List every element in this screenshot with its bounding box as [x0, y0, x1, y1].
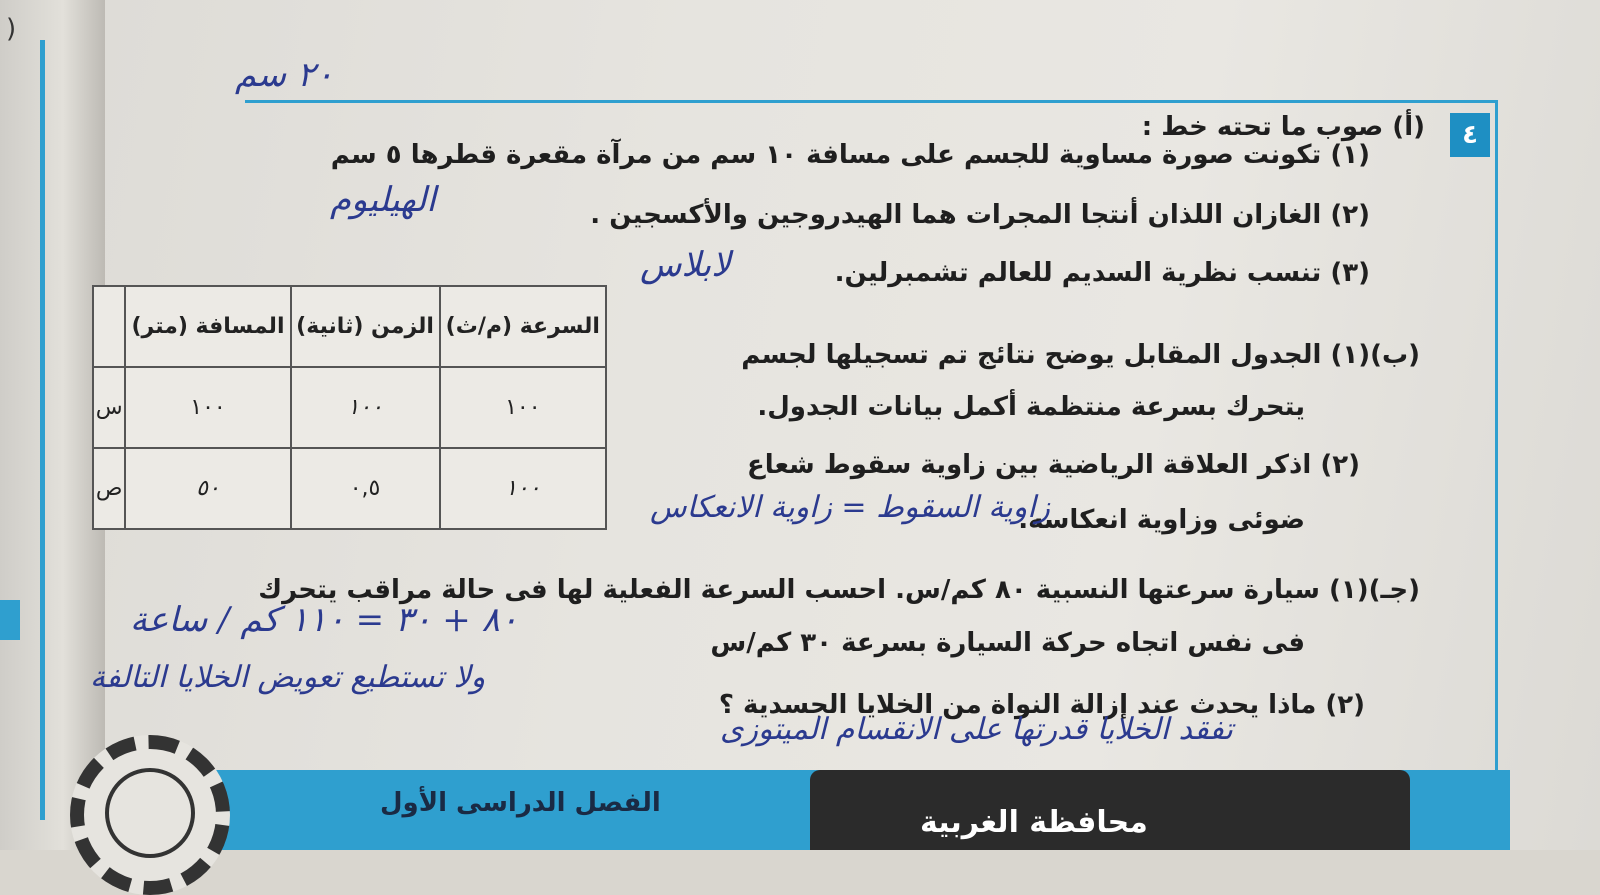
- gear-logo-inner: [105, 768, 195, 858]
- left-page-rule: [40, 40, 45, 820]
- part-a-item-1: (١) تكونت صورة مساوية للجسم على مسافة ١٠ سم من مرآة مقعرة قطرها ٥ سم: [330, 140, 1370, 170]
- footer-semester-label: الفصل الدراسى الأول: [380, 788, 661, 818]
- data-table: [92, 285, 607, 530]
- cell-speed: ١٠٠: [440, 367, 606, 448]
- cell-label: ص: [93, 448, 125, 529]
- handwritten-answer-reflection: زاوية السقوط = زاوية الانعكاس: [650, 490, 1051, 525]
- handwritten-answer-cells-2: تفقد الخلايا قدرتها على الانقسام الميتوزى: [720, 712, 1233, 747]
- part-b-item-2-line-1: (٢) اذكر العلاقة الرياضية بين زاوية سقوط شعاع: [746, 450, 1360, 480]
- cell-speed: ١٠٠: [440, 448, 606, 529]
- table-row: [93, 367, 606, 448]
- left-page-tab: [0, 600, 20, 640]
- table-header-speed: السرعة (م/ث): [440, 286, 606, 367]
- handwritten-correction-3: لابلاس: [640, 245, 731, 285]
- table-header-label: [93, 286, 125, 367]
- part-c-item-2: (٢) ماذا يحدث عند إزالة النواة من الخلايا الجسدية ؟: [718, 690, 1365, 720]
- page-edge-mark: ): [6, 14, 17, 44]
- handwritten-correction-2: الهيليوم: [330, 180, 436, 220]
- left-page-edge: [0, 0, 105, 850]
- part-c-item-1-line-2: فى نفس اتجاه حركة السيارة بسرعة ٣٠ كم/س: [710, 628, 1305, 658]
- cell-distance: ٥٠: [125, 448, 290, 529]
- part-b-item-2-line-2: ضوئى وزاوية انعكاسه.: [1018, 505, 1305, 535]
- part-a-item-3: (٣) تنسب نظرية السديم للعالم تشمبرلين.: [834, 258, 1370, 288]
- cell-distance: ١٠٠: [125, 367, 290, 448]
- table-header-distance: المسافة (متر): [125, 286, 290, 367]
- footer-governorate-label: محافظة الغربية: [920, 805, 1148, 840]
- part-b-item-1-line-1: (ب)(١) الجدول المقابل يوضح نتائج تم تسجيلها لجسم: [741, 340, 1420, 370]
- handwritten-calculation: ٨٠ + ٣٠ = ١١٠ كم / ساعة: [130, 600, 519, 640]
- cell-label: س: [93, 367, 125, 448]
- part-a-header: (أ) صوب ما تحته خط :: [1141, 112, 1425, 142]
- part-a-item-2: (٢) الغازان اللذان أنتجا المجرات هما الهيدروجين والأكسجين .: [590, 200, 1370, 230]
- cell-time: ٠,٥: [291, 448, 440, 529]
- table-header-time: الزمن (ثانية): [291, 286, 440, 367]
- question-number-badge: ٤: [1450, 113, 1490, 157]
- table-row: [93, 448, 606, 529]
- table-header-row: [93, 286, 606, 367]
- handwritten-answer-cells-1: ولا تستطيع تعويض الخلايا التالفة: [90, 660, 486, 695]
- part-b-item-1-line-2: يتحرك بسرعة منتظمة أكمل بيانات الجدول.: [757, 392, 1305, 422]
- part-c-item-1-line-1: (جـ)(١) سيارة سرعتها النسبية ٨٠ كم/س. احسب السرعة الفعلية لها فى حالة مراقب يتحرك: [258, 575, 1420, 605]
- handwritten-correction-1: ٢٠ سم: [235, 55, 334, 95]
- cell-time: ١٠٠: [291, 367, 440, 448]
